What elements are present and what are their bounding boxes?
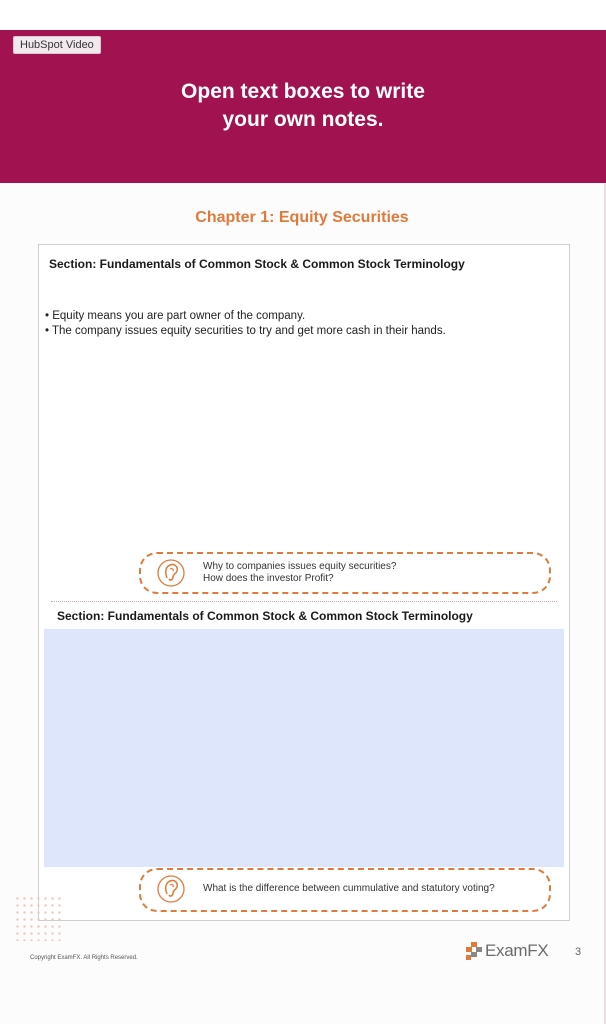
examfx-logo: [466, 940, 548, 962]
section-title: Section: Fundamentals of Common Stock & Common Stock Terminology: [57, 609, 473, 623]
section-title: Section: Fundamentals of Common Stock & Common Stock Terminology: [49, 257, 465, 271]
notes-box: [38, 244, 570, 921]
question-callout: [139, 552, 551, 594]
callout-line: How does the investor Profit?: [203, 573, 334, 584]
bullet-list: [45, 309, 446, 339]
callout-question: [203, 561, 396, 585]
banner-title: Open text boxes to write your own notes.: [181, 80, 425, 131]
callout-question: What is the difference between cummulative and statutory voting?: [203, 883, 495, 894]
list-item: • Equity means you are part owner of the company.: [45, 309, 446, 324]
top-strip: [0, 0, 606, 30]
list-item: • The company issues equity securities to try and get more cash in their hands.: [45, 324, 446, 339]
question-callout: [139, 868, 551, 912]
logo-text: ExamFX: [485, 941, 549, 960]
notes-text-field[interactable]: [44, 629, 564, 867]
page-number: 3: [575, 946, 582, 958]
copyright-text: Copyright ExamFX. All Rights Reserved.: [30, 955, 138, 961]
callout-line: Why to companies issues equity securities?: [203, 561, 397, 572]
section-divider: [51, 601, 557, 602]
listening-ear-icon: [157, 558, 185, 588]
workbook-page: [0, 183, 606, 1024]
instruction-banner: [0, 30, 606, 183]
listening-ear-icon: [157, 874, 185, 904]
hubspot-video-badge[interactable]: HubSpot Video: [13, 36, 101, 54]
chapter-title: Chapter 1: Equity Securities: [195, 209, 409, 226]
examfx-logo-icon: [466, 942, 482, 960]
decorative-dots: [14, 895, 62, 941]
